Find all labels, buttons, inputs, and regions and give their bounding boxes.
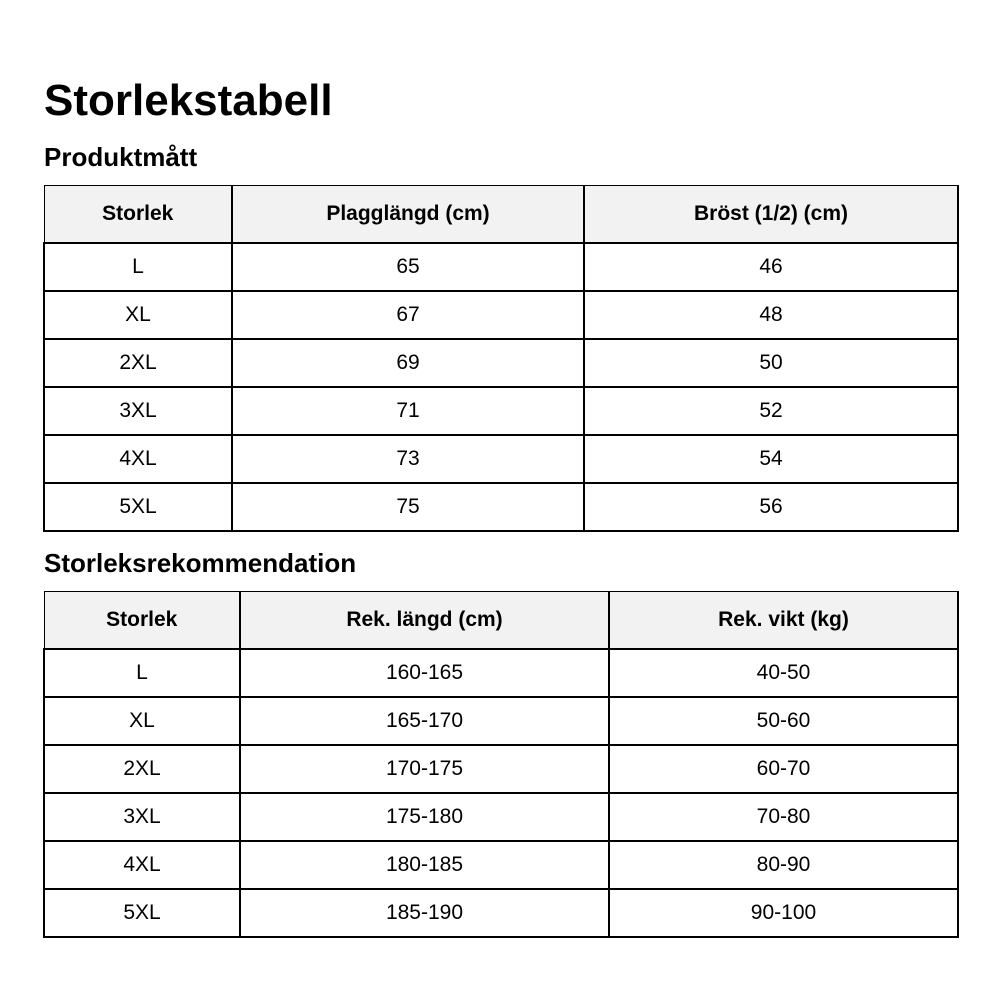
table-row <box>44 745 958 793</box>
cell-garment-length: 65 <box>232 243 584 291</box>
column-header-recommended-height: Rek. längd (cm) <box>240 592 609 649</box>
table-row <box>44 387 958 435</box>
cell-size: 5XL <box>44 889 240 937</box>
size-recommendation-title: Storleksrekommendation <box>44 548 357 578</box>
table-row <box>44 697 958 745</box>
cell-garment-length: 73 <box>232 435 584 483</box>
table-row <box>44 841 958 889</box>
cell-chest: 48 <box>584 291 958 339</box>
product-measurements-title: Produktmått <box>44 142 198 172</box>
column-header-size: Storlek <box>44 592 240 649</box>
cell-recommended-height: 170-175 <box>240 745 609 793</box>
table-row <box>44 435 958 483</box>
cell-recommended-weight: 80-90 <box>609 841 958 889</box>
cell-recommended-weight: 90-100 <box>609 889 958 937</box>
cell-chest: 46 <box>584 243 958 291</box>
table-row <box>44 243 958 291</box>
cell-recommended-height: 175-180 <box>240 793 609 841</box>
cell-size: L <box>44 243 232 291</box>
cell-garment-length: 69 <box>232 339 584 387</box>
table-row <box>44 889 958 937</box>
size-recommendation-table <box>43 591 959 938</box>
table-row <box>44 291 958 339</box>
table-header-row <box>44 592 958 649</box>
table-row <box>44 483 958 531</box>
cell-size: 2XL <box>44 745 240 793</box>
cell-recommended-weight: 70-80 <box>609 793 958 841</box>
product-measurements-table <box>43 185 959 532</box>
table-row <box>44 793 958 841</box>
cell-recommended-height: 160-165 <box>240 649 609 697</box>
table-header-row <box>44 186 958 243</box>
column-header-chest: Bröst (1/2) (cm) <box>584 186 958 243</box>
cell-size: 3XL <box>44 793 240 841</box>
cell-size: 5XL <box>44 483 232 531</box>
cell-size: 4XL <box>44 435 232 483</box>
cell-size: L <box>44 649 240 697</box>
cell-recommended-weight: 60-70 <box>609 745 958 793</box>
cell-size: XL <box>44 291 232 339</box>
column-header-size: Storlek <box>44 186 232 243</box>
cell-chest: 52 <box>584 387 958 435</box>
table-row <box>44 339 958 387</box>
cell-recommended-weight: 40-50 <box>609 649 958 697</box>
cell-recommended-weight: 50-60 <box>609 697 958 745</box>
cell-size: 2XL <box>44 339 232 387</box>
table-row <box>44 649 958 697</box>
cell-recommended-height: 165-170 <box>240 697 609 745</box>
cell-size: XL <box>44 697 240 745</box>
cell-size: 4XL <box>44 841 240 889</box>
cell-size: 3XL <box>44 387 232 435</box>
cell-garment-length: 75 <box>232 483 584 531</box>
cell-recommended-height: 185-190 <box>240 889 609 937</box>
page-title: Storlekstabell <box>44 76 333 125</box>
cell-recommended-height: 180-185 <box>240 841 609 889</box>
cell-garment-length: 71 <box>232 387 584 435</box>
cell-garment-length: 67 <box>232 291 584 339</box>
cell-chest: 56 <box>584 483 958 531</box>
cell-chest: 50 <box>584 339 958 387</box>
column-header-recommended-weight: Rek. vikt (kg) <box>609 592 958 649</box>
column-header-garment-length: Plagglängd (cm) <box>232 186 584 243</box>
cell-chest: 54 <box>584 435 958 483</box>
